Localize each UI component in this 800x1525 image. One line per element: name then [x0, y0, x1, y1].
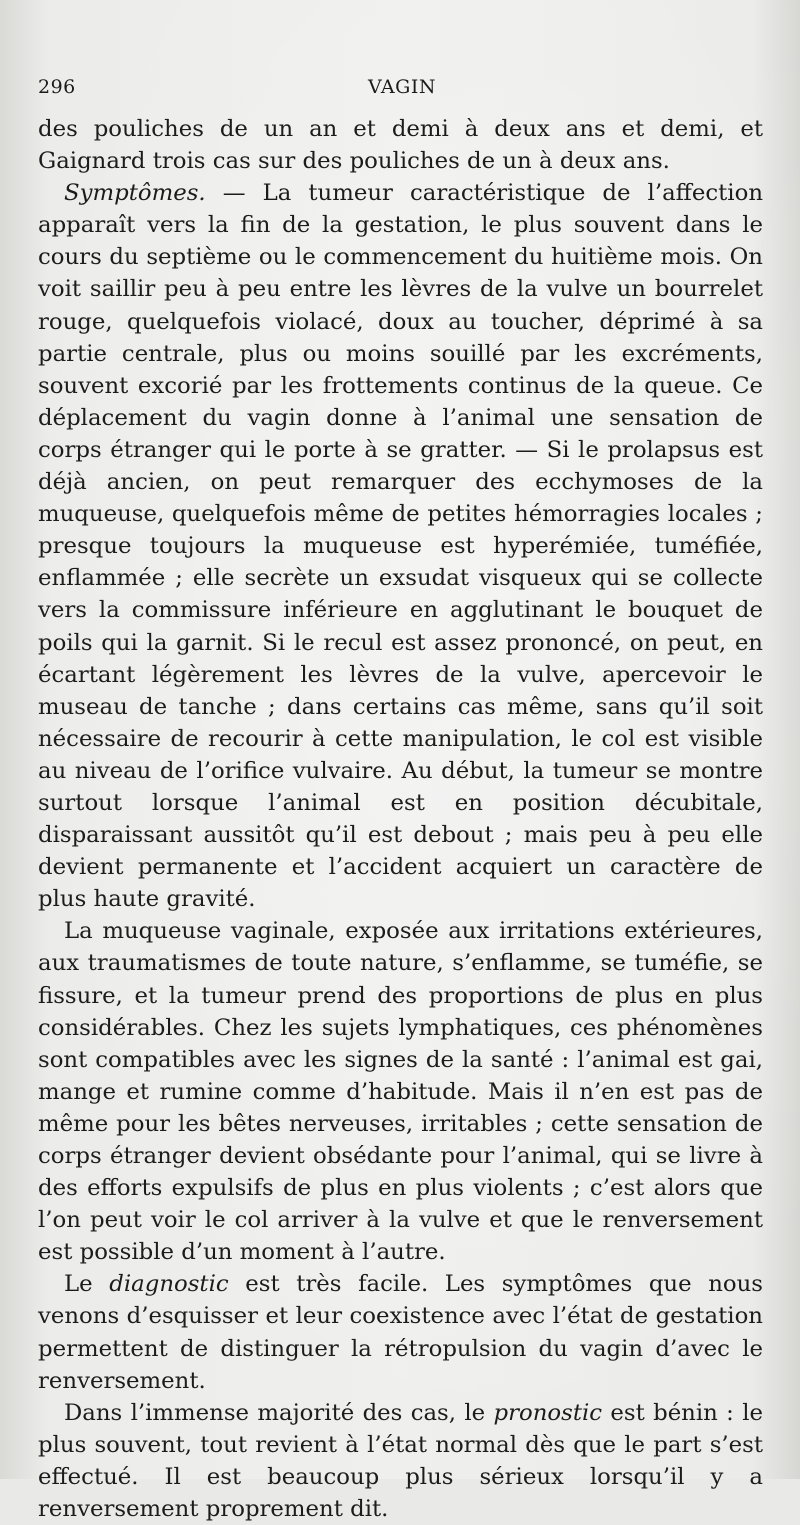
running-title: VAGIN [368, 76, 436, 98]
paragraph-prefix: Dans l’immense majorité des cas, le [64, 1399, 494, 1426]
term-pronostic: pronostic [493, 1399, 603, 1426]
paragraph-muqueuse [38, 915, 763, 1268]
paragraph-continued [38, 113, 763, 177]
section-heading-symptomes: Symptômes. [64, 180, 206, 207]
page-header [38, 76, 763, 102]
term-diagnostic: diagnostic [109, 1271, 229, 1298]
paragraph-symptoms [38, 177, 763, 915]
paragraph-text: des pouliches de un an et demi à deux ans et demi, et Gaignard trois cas sur des pouliches de un à deux ans. [38, 116, 763, 175]
paragraph-prefix: Le [64, 1271, 110, 1298]
paragraph-text: est très facile. Les symptômes que nous venons d’esquisser et leur coexistence avec l’état de gestation permettent de distinguer la rétropulsion du vagin d’avec le renversement. [38, 1271, 763, 1394]
page-number: 296 [38, 76, 76, 98]
paragraph-diagnostic [38, 1268, 763, 1396]
paragraph-text: La muqueuse vaginale, exposée aux irritations extérieures, aux traumatismes de toute nature, s’enflamme, se tuméfie, se fissure, et la tumeur prend des proportions de plus en plus considérables. Chez les sujets lymphatiques, ces phénomènes sont compatibles avec les signes de la santé : l’animal est gai, mange et rumine comme d’habitude. Mais il n’en est pas de même pour les bêtes nerveuses, irritables ; cette sensation de corps étranger devient obsédante pour l’animal, qui se livre à des efforts expulsifs de plus en plus violents ; c’est alors que l’on peut voir le col arriver à la vulve et que le renversement est possible d’un moment à l’autre. [38, 918, 763, 1266]
paragraph-pronostic [38, 1397, 763, 1525]
body-text [38, 113, 763, 1525]
paragraph-text: est bénin : le plus souvent, tout revient à l’état normal dès que le part s’est effectué. Il est beaucoup plus sérieux lorsqu’il y a renversement proprement dit. [38, 1399, 763, 1523]
paragraph-text: — La tumeur caractéristique de l’affection apparaît vers la fin de la gestation, le plus souvent dans le cours du septième ou le commencement du huitième mois. On voit saillir peu à peu entre les lèvres de la vulve un bourrelet rouge, quelquefois violacé, doux au toucher, déprimé à sa partie centrale, plus ou moins souillé par les excréments, souvent excorié par les frottements continus de la queue. Ce déplacement du vagin donne à l’animal une sensation de corps étranger qui le porte à se gratter. — Si le prolapsus est déjà ancien, on peut remarquer des ecchymoses de la muqueuse, quelquefois même de petites hémorragies locales ; presque toujours la muqueuse est hyperémiée, tuméfiée, enflammée ; elle secrète un exsudat visqueux qui se collecte vers la commissure inférieure en agglutinant le bouquet de poils qui la garnit. Si le recul est assez prononcé, on peut, en écartant légèrement les lèvres de la vulve, apercevoir le museau de tanche ; dans certains cas même, sans qu’il soit nécessaire de recourir à cette manipulation, le col est visible au niveau de l’orifice vulvaire. Au début, la tumeur se montre surtout lorsque l’animal est en position décubitale, disparaissant aussitôt qu’il est debout ; mais peu à peu elle devient permanente et l’accident acquiert un caractère de plus haute gravité. [38, 180, 763, 913]
